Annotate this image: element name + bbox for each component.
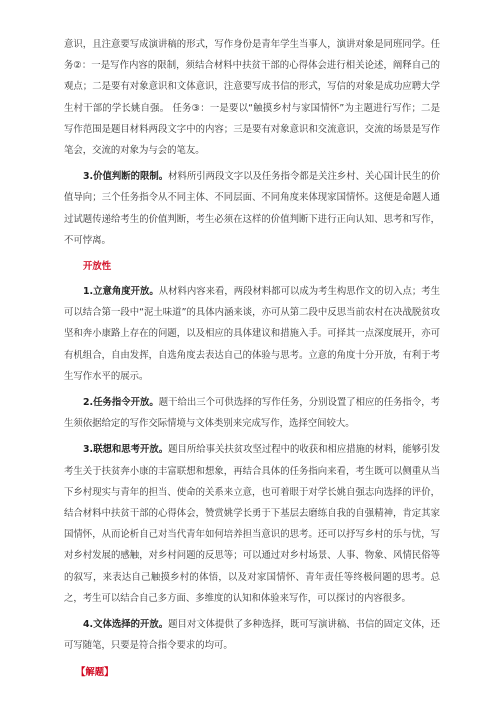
paragraph-text: 题目对文体提供了多种选择，既可写演讲稿、书信的固定文体，还可写随笔，只要是符合指令要求的均可。 [64, 619, 440, 652]
paragraph-theme-openness [64, 281, 440, 387]
paragraph-text: 意识，且注意要写成演讲稿的形式，写作身份是青年学生当事人，演讲对象是同班同学。任务②：一是写作内容的限制，须结合材料中扶贫干部的心得体会进行相关论述，阐释自己的观点；二是要有对象意识和文体意识，注意要写成书信的形式，写信的对象是成功应聘大学生村干部的学长姚自强。 任务③：一是要以“触摸乡村与家国情怀”为主题进行写作；二是写作范围是题目材料两段文字中的内容；三是要有对象意识和交流意识，交流的场景是写作笔会，交流的对象为与会的笔友。 [64, 39, 440, 157]
paragraph-text: 题干给出三个可供选择的写作任务，分别设置了相应的任务指令，考生须依据给定的写作交际情境与文体类别来完成写作，选择空间较大。 [64, 397, 440, 430]
paragraph-text: 题目所给事关扶贫攻坚过程中的收获和相应措施的材料，能够引发考生关于扶贫奔小康的丰富联想和想象，再结合具体的任务指向来看，考生既可以侧重从当下乡村现实与青年的担当、使命的关系来立意，也可着眼于对学长姚自强志向选择的评价，结合材料中扶贫干部的心得体会，赞赏姚学长勇于下基层去磨练自我的自强精神，肯定其家国情怀，从而论析自己对当代青年如何培养担当意识的思考。还可以抒写乡村的乐与忧，写对乡村发展的感触，对乡村问题的反思等；可以通过对乡村场景、人事、物象、风情民俗等的叙写，来表达自己触摸乡村的体悟，以及对家国情怀、青年责任等终极问题的思考。总之，考生可以结合自己多方面、多维度的认知和体验来写作，可以探讨的内容很多。 [64, 444, 440, 604]
section-heading-openness: 开放性 [83, 261, 112, 273]
paragraph-task-openness [64, 392, 440, 434]
paragraph-task-constraints [64, 34, 440, 161]
paragraph-lead: 3.联想和思考开放。 [83, 444, 169, 456]
paragraph-text: 材料所引两段文字以及任务指令都是关注乡村、关心国计民生的价值导向；三个任务指令从不同主体、不同层面、不同角度来体现家国情怀。这便是命题人通过试题传递给考生的价值判断，考生必须在这样的价值判断下进行正向认知、思考和写作，不可悖离。 [64, 171, 440, 246]
paragraph-lead: 4.文体选择的开放。 [83, 619, 169, 631]
paragraph-lead: 1.立意角度开放。 [83, 286, 159, 298]
paragraph-association-openness [64, 439, 440, 609]
paragraph-text: 从材料内容来看，两段材料都可以成为考生构思作文的切入点；考生可以结合第一段中“泥土味道”的具体内涵来谈，亦可从第二段中反思当前农村在决战脱贫攻坚和奔小康路上存在的问题，以及相应的具体建议和措施入手。可择其一点深度展开，亦可有机组合，自由发挥，自选角度去表达自己的体验与思考。立意的角度十分开放，有利于考生写作水平的展示。 [64, 286, 440, 382]
paragraph-value-judgment [64, 166, 440, 251]
paragraph-lead: 2.任务指令开放。 [83, 397, 159, 409]
section-heading-analysis: 【解题】 [76, 667, 114, 679]
paragraph-lead: 3.价值判断的限制。 [83, 171, 169, 183]
paragraph-genre-openness [64, 614, 440, 656]
